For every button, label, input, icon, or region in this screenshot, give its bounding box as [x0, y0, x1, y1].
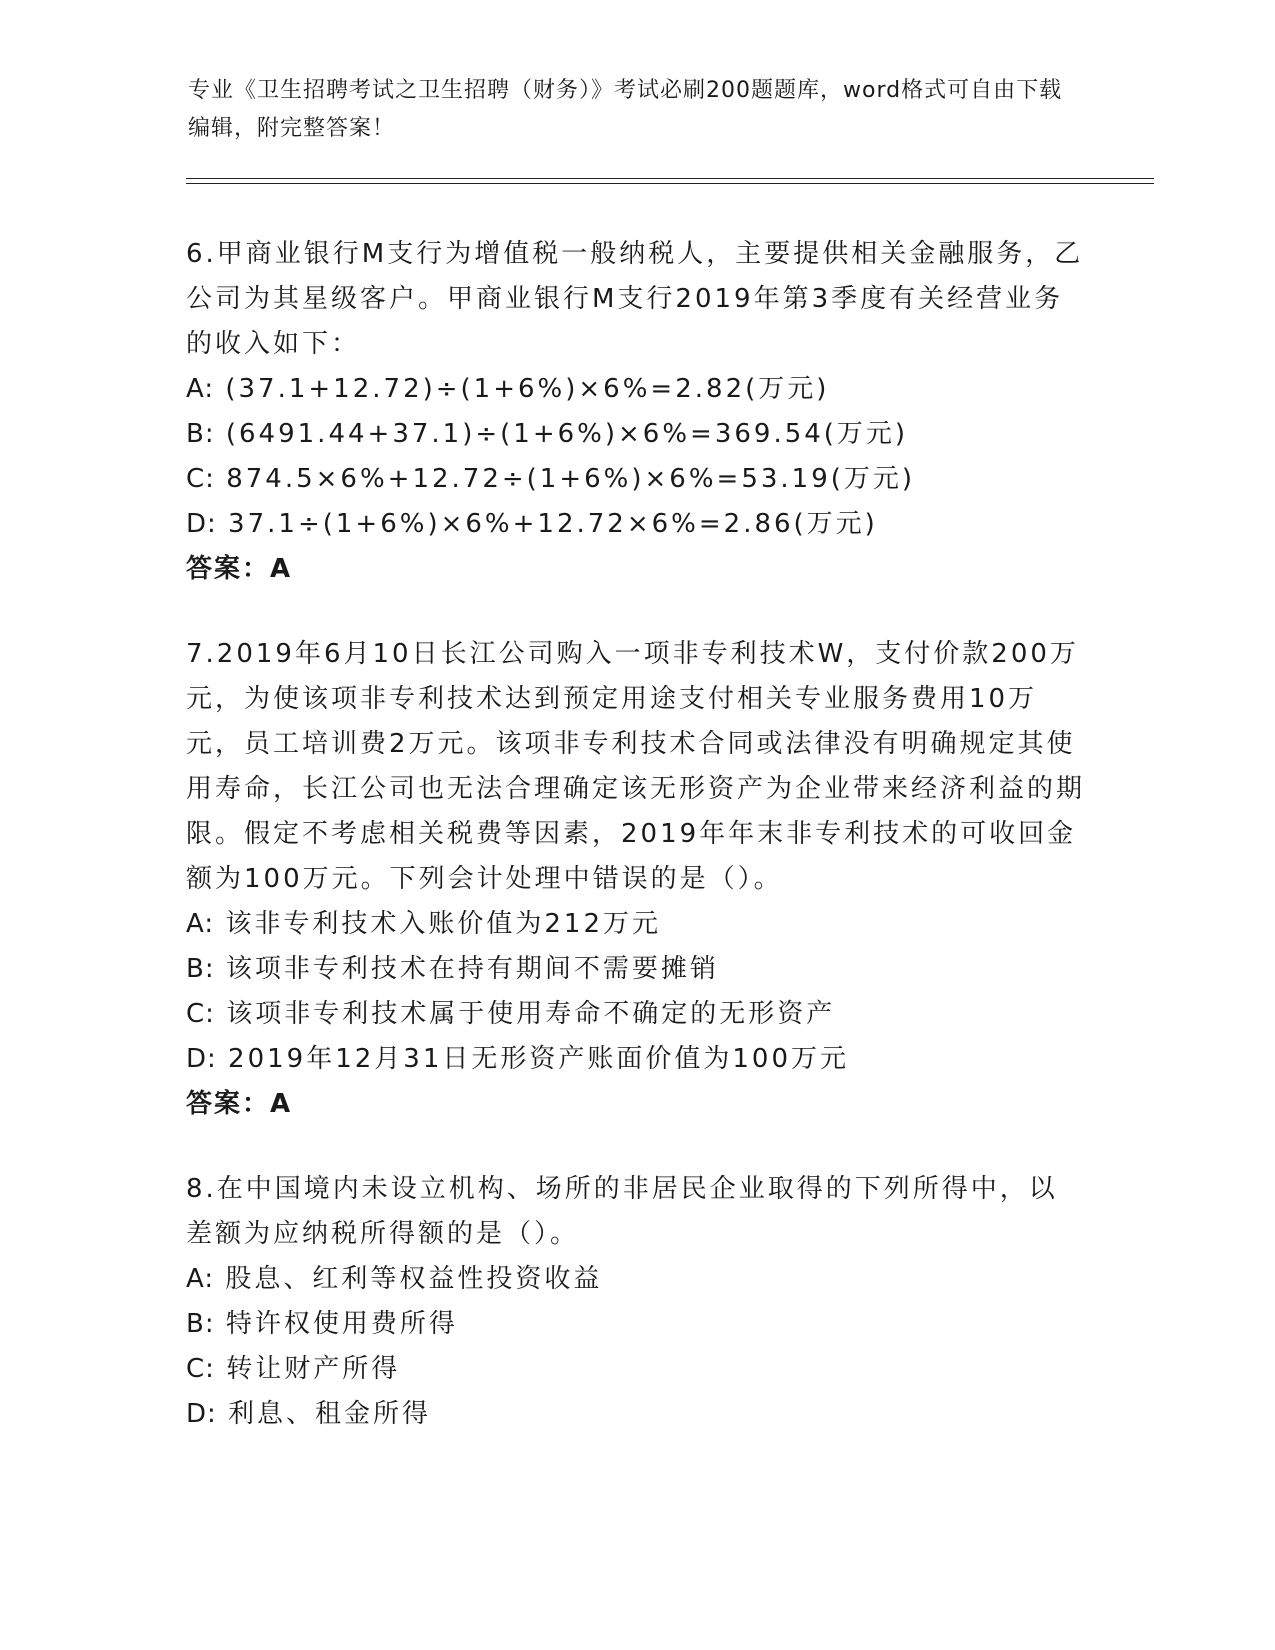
option-letter: B: [186, 419, 215, 449]
option-a [186, 367, 1086, 412]
option-text: 该非专利技术入账价值为212万元 [225, 909, 661, 939]
option-text: (6491.44+37.1)÷(1+6%)×6%=369.54(万元) [225, 419, 909, 449]
option-letter: A: [186, 909, 215, 939]
question-6 [186, 232, 1086, 592]
option-text: 转让财产所得 [226, 1354, 401, 1384]
question-8 [186, 1167, 1086, 1437]
question-stem: 8.在中国境内未设立机构、场所的非居民企业取得的下列所得中，以差额为应纳税所得额的是（）。 [186, 1174, 1058, 1249]
option-text: 该项非专利技术属于使用寿命不确定的无形资产 [226, 999, 836, 1029]
option-letter: D: [186, 509, 217, 539]
option-c [186, 1347, 1086, 1392]
option-letter: D: [186, 1044, 217, 1074]
header-divider-bottom [186, 183, 1154, 184]
option-b [186, 1302, 1086, 1347]
header-divider-top [186, 178, 1154, 179]
option-c [186, 992, 1086, 1037]
option-letter: A: [186, 374, 215, 404]
option-text: 37.1÷(1+6%)×6%+12.72×6%=2.86(万元) [228, 509, 878, 539]
question-7 [186, 632, 1086, 1127]
option-d [186, 1037, 1086, 1082]
option-d [186, 1392, 1086, 1437]
option-b [186, 412, 1086, 457]
option-a [186, 1257, 1086, 1302]
answer-line: 答案：A [186, 1089, 293, 1119]
option-text: 874.5×6%+12.72÷(1+6%)×6%=53.19(万元) [226, 464, 916, 494]
document-header: 专业《卫生招聘考试之卫生招聘（财务）》考试必刷200题题库，word格式可自由下载编辑，附完整答案！ [188, 78, 1063, 141]
option-letter: C: [186, 1354, 215, 1384]
option-c [186, 457, 1086, 502]
option-a [186, 902, 1086, 947]
option-letter: B: [186, 1309, 215, 1339]
option-letter: C: [186, 999, 215, 1029]
question-stem: 7.2019年6月10日长江公司购入一项非专利技术W，支付价款200万元，为使该项非专利技术达到预定用途支付相关专业服务费用10万元，员工培训费2万元。该项非专利技术合同或法律没有明确规定其使用寿命，长江公司也无法合理确定该无形资产为企业带来经济利益的期限。假定不考虑相关税费等因素，2019年年末非专利技术的可收回金额为100万元。下列会计处理中错误的是（）。 [186, 639, 1086, 894]
option-letter: A: [186, 1264, 215, 1294]
option-text: (37.1+12.72)÷(1+6%)×6%=2.82(万元) [225, 374, 830, 404]
option-d [186, 502, 1086, 547]
option-text: 该项非专利技术在持有期间不需要摊销 [225, 954, 719, 984]
option-text: 股息、红利等权益性投资收益 [225, 1264, 603, 1294]
question-list [186, 232, 1086, 1477]
option-text: 2019年12月31日无形资产账面价值为100万元 [228, 1044, 850, 1074]
question-stem: 6.甲商业银行M支行为增值税一般纳税人，主要提供相关金融服务，乙公司为其星级客户。甲商业银行M支行2019年第3季度有关经营业务的收入如下： [186, 239, 1084, 359]
option-text: 利息、租金所得 [228, 1399, 432, 1429]
option-letter: D: [186, 1399, 217, 1429]
option-b [186, 947, 1086, 992]
option-letter: C: [186, 464, 215, 494]
answer-line: 答案：A [186, 554, 293, 584]
option-text: 特许权使用费所得 [225, 1309, 458, 1339]
option-letter: B: [186, 954, 215, 984]
